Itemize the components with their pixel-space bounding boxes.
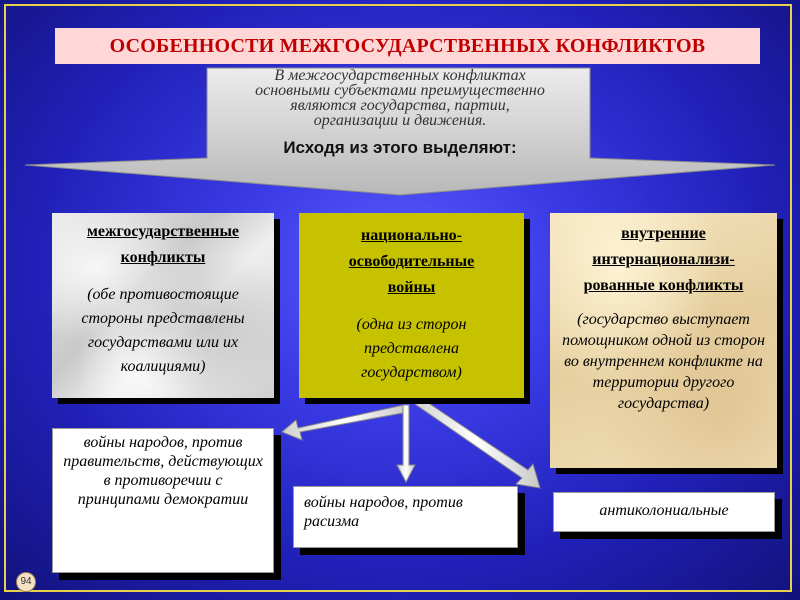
- category-heading-line: войны: [387, 279, 436, 296]
- category-heading-line: национально-: [361, 227, 462, 244]
- intro-lead: Исходя из этого выделяют:: [283, 138, 517, 157]
- subtype-box-anticolonial: [553, 492, 775, 532]
- category-heading-line: освободительные: [348, 253, 475, 270]
- category-heading-line: интернационализи-: [592, 251, 735, 268]
- category-heading-line: межгосударственные: [86, 223, 240, 240]
- intro-line: организации и движения.: [313, 112, 487, 129]
- category-heading-line: конфликты: [120, 249, 206, 266]
- category-body: (одна из сторон представлена государством): [356, 316, 467, 381]
- category-box-internationalized: [550, 213, 777, 468]
- arrow-to-center-subtype: [397, 405, 415, 482]
- category-box-national-liberation: [299, 213, 524, 398]
- arrow-to-left-subtype: [282, 405, 408, 440]
- subtype-text: антиколониальные: [599, 502, 729, 519]
- slide-title: ОСОБЕННОСТИ МЕЖГОСУДАРСТВЕННЫХ КОНФЛИКТОВ: [55, 28, 760, 64]
- category-heading-line: внутренние: [621, 225, 706, 242]
- intro-line: В межгосударственных конфликтах: [274, 67, 526, 84]
- subtype-box-against-racism: [293, 486, 518, 548]
- category-box-interstate: [52, 213, 274, 398]
- intro-block: [210, 68, 590, 158]
- subtype-text: войны народов, против расизма: [304, 494, 463, 530]
- intro-line: являются государства, партии,: [290, 97, 510, 114]
- subtype-box-against-governments: [52, 428, 274, 573]
- arrow-to-right-subtype: [412, 396, 540, 488]
- intro-line: основными субъектами преимущественно: [255, 82, 545, 99]
- subtype-text: войны народов, против правительств, действующих в противоречии с принципами демократии: [63, 434, 263, 508]
- category-heading: [558, 221, 769, 299]
- category-heading: [58, 219, 268, 271]
- category-body: (обе противостоящие стороны представлены государствами или их коалициями): [81, 286, 245, 375]
- category-heading: [317, 223, 506, 301]
- intro-text: [210, 68, 590, 128]
- category-body: (государство выступает помощником одной из сторон во внутреннем конфликте на территории другого государства): [562, 311, 765, 412]
- category-heading-line: рованные конфликты: [583, 277, 744, 294]
- page-number: 94: [16, 572, 36, 592]
